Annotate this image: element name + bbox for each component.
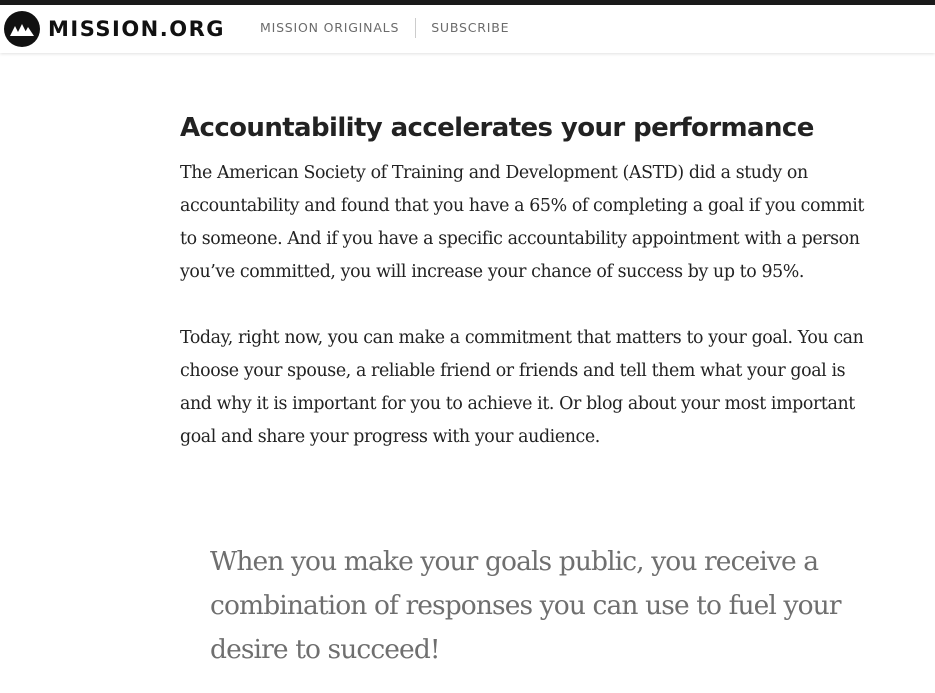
- logo-wordmark: MISSION.ORG: [48, 17, 225, 41]
- mission-mountain-logo-icon: [4, 11, 40, 47]
- site-header: [0, 5, 935, 53]
- site-logo-link[interactable]: [4, 10, 225, 48]
- article-paragraph: Today, right now, you can make a commitment that matters to your goal. You can choose your spouse, a reliable friend or friends and tell them what your goal is and why it is important for you to achieve it. Or blog about your most important goal and share your progress with your audience.: [180, 328, 864, 447]
- nav-mission-originals[interactable]: MISSION ORIGINALS: [260, 20, 400, 35]
- section-heading: Accountability accelerates your performance: [180, 113, 814, 143]
- article-paragraph: The American Society of Training and Development (ASTD) did a study on accountability and found that you have a 65% of completing a goal if you commit to someone. And if you have a specific accountability appointment with a person you’ve committed, you will increase your chance of success by up to 95%.: [180, 163, 864, 282]
- pull-quote: When you make your goals public, you receive a combination of responses you can use to fuel your desire to succeed!: [210, 546, 841, 665]
- nav-subscribe[interactable]: SUBSCRIBE: [431, 20, 510, 35]
- nav-divider: [415, 18, 416, 38]
- article-body: [180, 108, 870, 454]
- main-nav: [260, 18, 509, 38]
